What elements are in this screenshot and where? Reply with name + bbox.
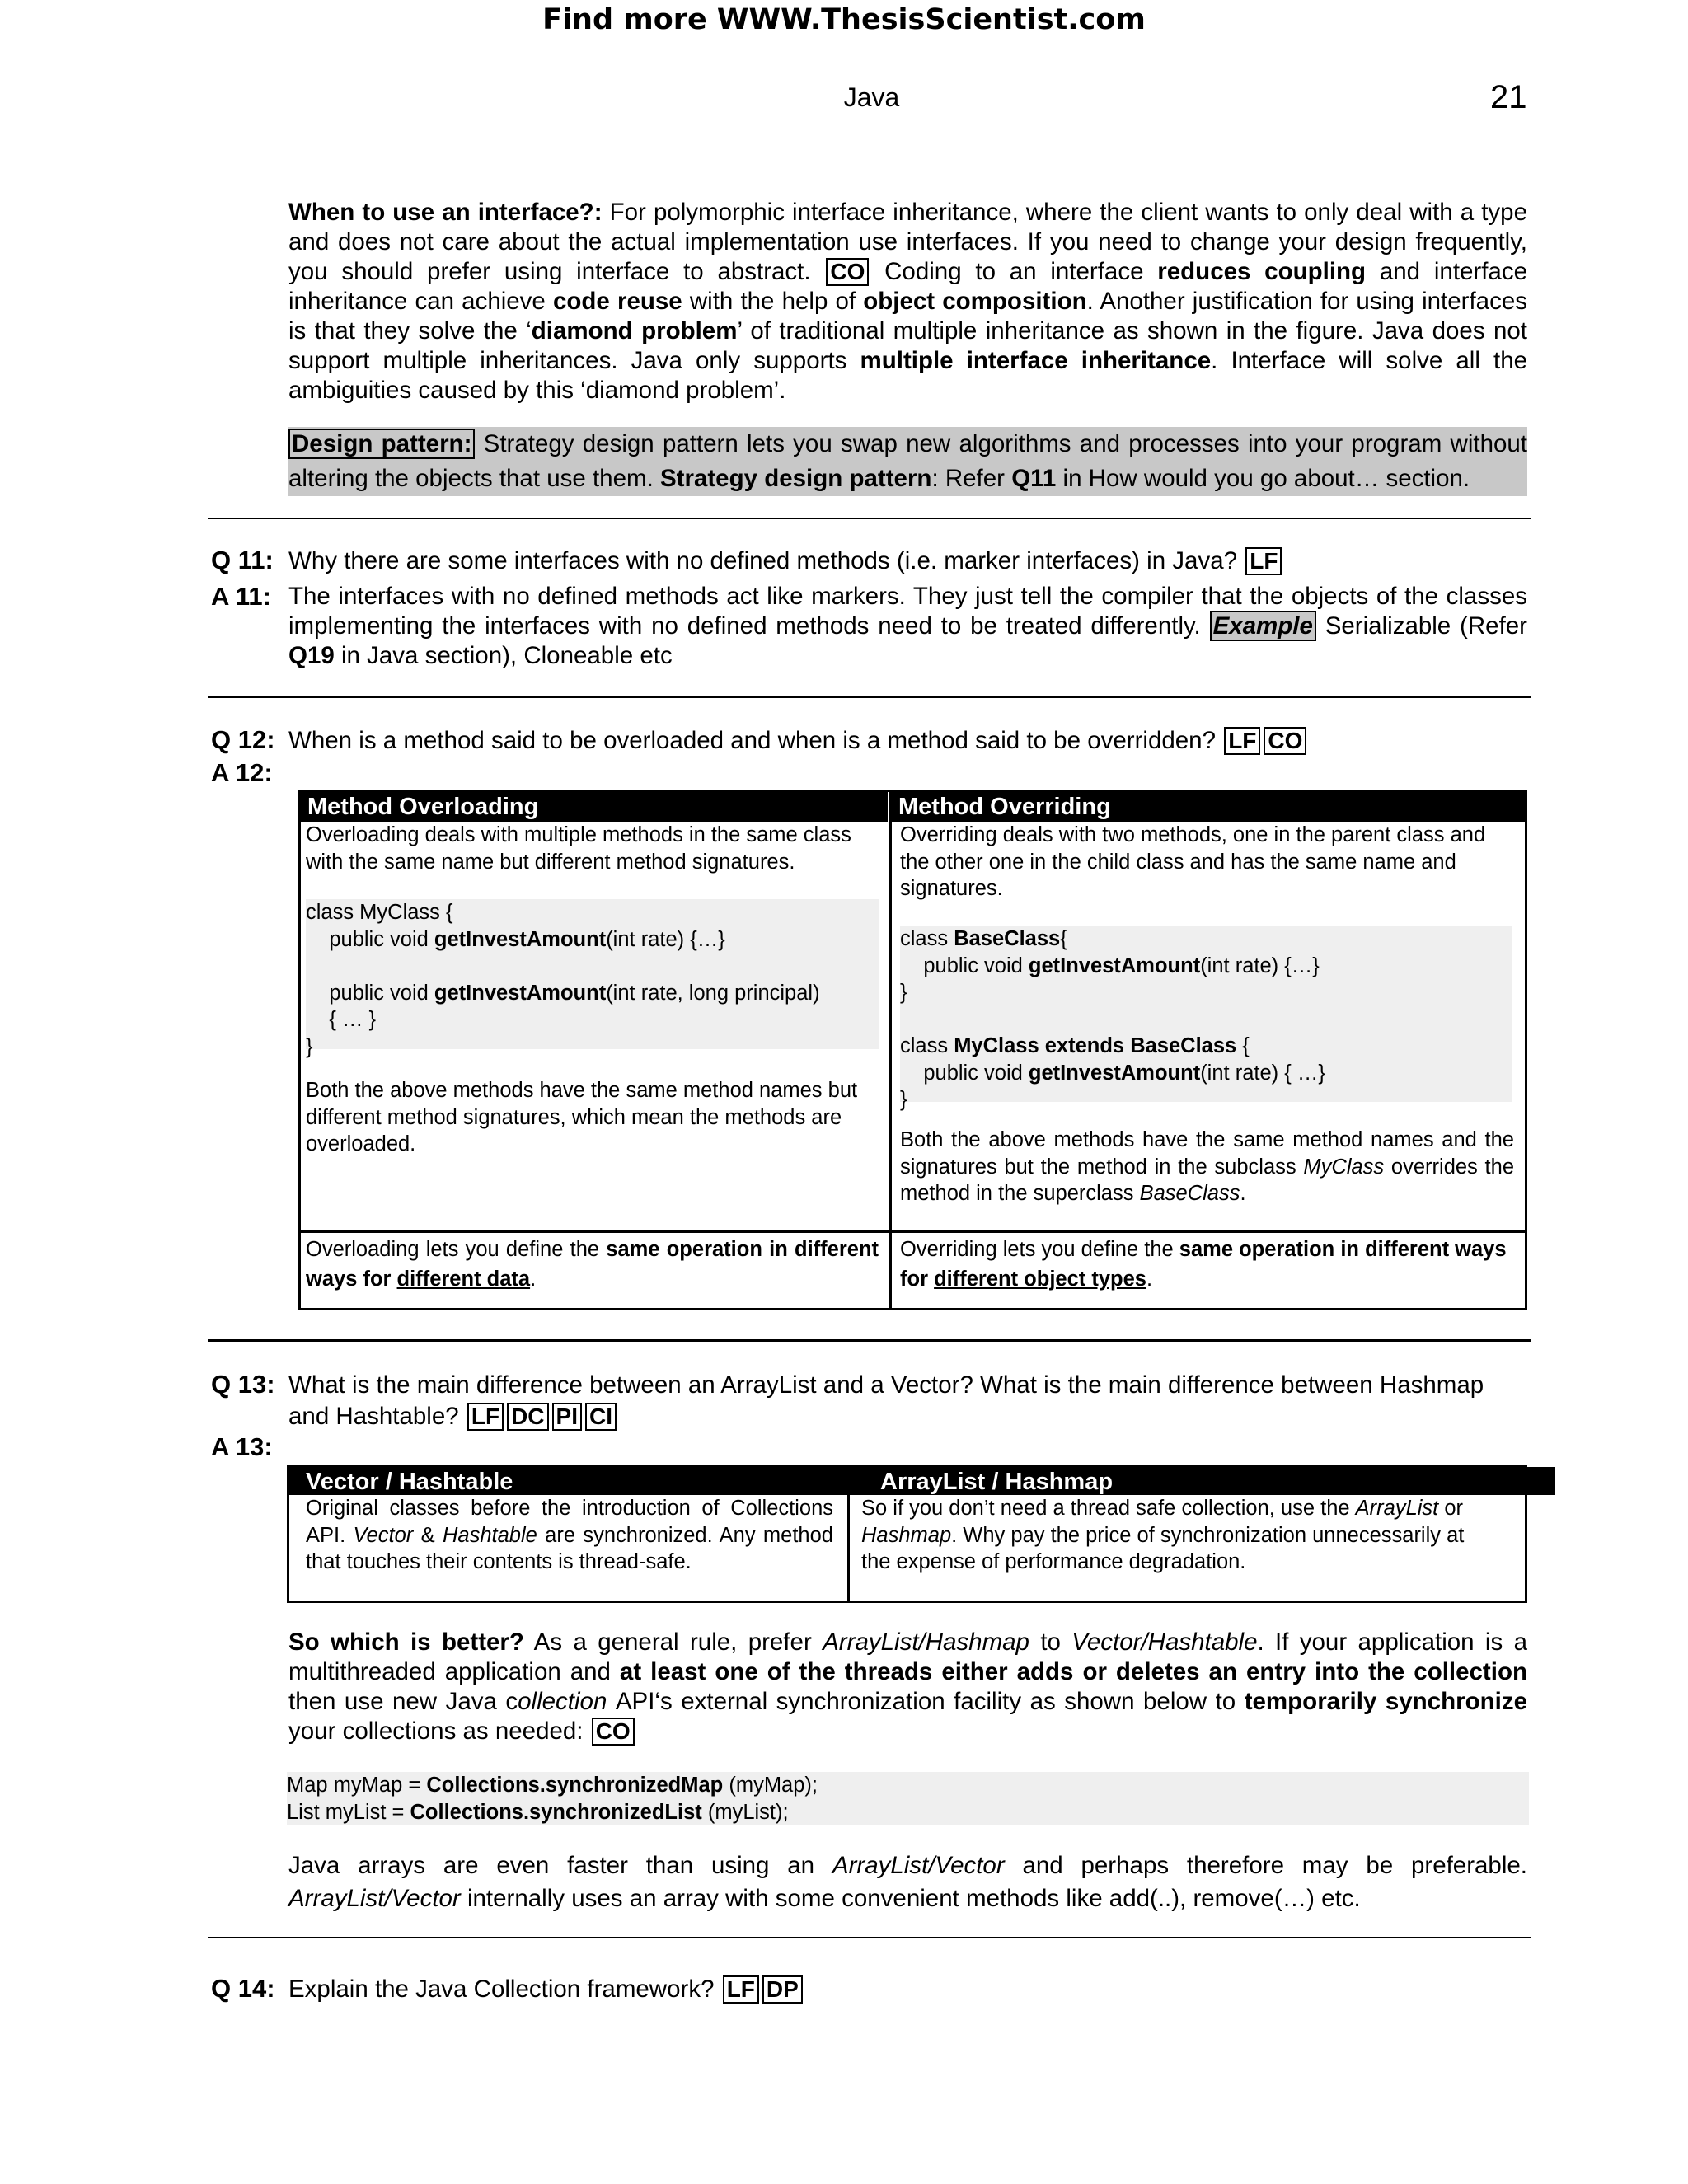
vector-hashtable-cell <box>306 1495 833 1576</box>
page-number: 21 <box>1490 79 1527 115</box>
summary-row-divider <box>301 1230 1525 1233</box>
text-run: class MyClass { <box>306 901 453 924</box>
overriding-header: Method Overriding <box>892 792 1525 822</box>
category-tag: CI <box>585 1403 617 1431</box>
text-run: } <box>900 1088 907 1111</box>
category-tag: LF <box>1245 547 1282 575</box>
vector-hashtable-header: Vector / Hashtable <box>289 1467 857 1495</box>
arraylist-hashmap-header: ArrayList / Hashmap <box>850 1467 1555 1495</box>
text-run: Vector <box>353 1523 414 1547</box>
vector-vs-arraylist-table <box>287 1465 1527 1603</box>
text-run: public void <box>306 927 434 951</box>
overloading-note: Both the above methods have the same method names but different method signatures, which mean the methods are overloaded. <box>306 1079 858 1155</box>
text-run: (int rate) { …} <box>1200 1061 1325 1085</box>
q11-question <box>288 546 1525 576</box>
text-run: at least one of the threads either adds or deletes an entry into the collection <box>619 1658 1527 1685</box>
text-run: ollection <box>518 1688 616 1715</box>
text-run: Map myMap = <box>287 1774 427 1797</box>
code-line <box>900 926 1512 953</box>
text-run: same operation in different ways for <box>900 1238 1507 1291</box>
text-run: Coding to an interface <box>870 258 1158 285</box>
overloading-vs-overriding-table <box>298 790 1527 1310</box>
code-line <box>306 899 879 926</box>
code-line <box>287 1772 1529 1799</box>
text-run: MyClass <box>1303 1155 1385 1179</box>
text-run: So which is better? <box>288 1629 524 1656</box>
text-run: getInvestAmount <box>434 981 607 1005</box>
category-tag: LF <box>1224 727 1260 755</box>
text-run: temporarily synchronize <box>1244 1688 1527 1715</box>
a11-answer <box>288 582 1527 671</box>
text-run: ’ of traditional multiple inheritance as shown in the figure. Java does not support multiple inheritances. Java only supports <box>288 317 1527 374</box>
text-run: object composition <box>863 288 1087 315</box>
text-run: BaseClass <box>1139 1182 1240 1205</box>
text-run: reduces coupling <box>1157 258 1367 285</box>
text-run: Vector/Hashtable <box>1071 1629 1258 1656</box>
text-run: same operation in different ways for <box>306 1238 879 1291</box>
category-tag: CO <box>826 258 869 286</box>
text-run: class <box>900 927 954 950</box>
text-run: Strategy design pattern lets you swap new algorithms and processes into your program without altering the objects that use them. <box>288 430 1527 492</box>
text-run: Explain the Java Collection framework? <box>288 1975 721 2003</box>
overloading-code-sample <box>306 899 879 1058</box>
category-tag: PI <box>552 1403 582 1431</box>
a12-label: A 12: <box>211 758 273 787</box>
design-pattern-note <box>288 427 1527 496</box>
overloading-header: Method Overloading <box>301 792 888 822</box>
overloading-description: Overloading deals with multiple methods in the same class with the same name but different method signatures. <box>306 823 851 874</box>
text-run: . Another justification for using interfaces is that they solve the ‘ <box>288 288 1527 344</box>
text-run: or <box>1438 1497 1464 1520</box>
text-run: getInvestAmount <box>1028 954 1201 977</box>
text-run: are synchronized. Any method that touches their contents is thread-safe. <box>306 1523 833 1573</box>
section-divider <box>208 696 1531 698</box>
text-run: What is the main difference between an ArrayList and a Vector? What is the main difference between Hashmap and Hashtable? <box>288 1371 1484 1430</box>
text-run: then use new Java c <box>288 1688 518 1715</box>
q13-label: Q 13: <box>211 1370 275 1399</box>
text-run: Why there are some interfaces with no defined methods (i.e. marker interfaces) in Java? <box>288 547 1245 574</box>
code-line <box>306 1006 879 1033</box>
q11-label: Q 11: <box>211 546 274 574</box>
boxed-label: Example <box>1210 611 1316 641</box>
text-run: List myList = <box>287 1800 410 1824</box>
text-run: Collections.synchronizedList <box>410 1800 702 1824</box>
section-divider <box>208 1937 1531 1938</box>
category-tag: LF <box>467 1403 504 1431</box>
overriding-description: Overriding deals with two methods, one in the parent class and the other one in the child class and has the same name and signatures. <box>900 823 1486 900</box>
text-run: public void <box>900 1061 1029 1085</box>
code-line <box>287 1799 1529 1826</box>
boxed-label: Design pattern: <box>288 429 475 459</box>
text-run: (int rate) {…} <box>1200 954 1320 977</box>
text-run: in Java section), Cloneable etc <box>334 642 673 669</box>
text-run: (int rate) {…} <box>606 927 725 951</box>
text-run: . Why pay the price of synchronization unnecessarily at the expense of performance degradation. <box>861 1523 1465 1573</box>
code-line <box>306 1033 879 1061</box>
text-run: } <box>306 1034 313 1058</box>
text-run <box>900 1008 906 1031</box>
text-run: : Refer <box>931 465 1012 492</box>
text-run: getInvestAmount <box>1028 1061 1201 1085</box>
text-run: internally uses an array with some convenient methods like add(..), remove(…) etc. <box>460 1885 1361 1912</box>
text-run: For polymorphic interface inheritance, where the client wants to only deal with a type and does not care about the actual implementation use interfaces. If you need to change your design frequently, you should prefer using interface to abstract. <box>288 199 1527 285</box>
code-line <box>900 1033 1512 1060</box>
text-run: in How would you go about… section. <box>1056 465 1470 492</box>
text-run: Overriding lets you define the <box>900 1238 1179 1261</box>
code-line <box>306 926 879 954</box>
text-run: As a general rule, prefer <box>523 1629 823 1656</box>
text-run: Java arrays are even faster than using an <box>288 1852 832 1879</box>
text-run: public void <box>900 954 1029 977</box>
text-run: overrides the method in the superclass <box>900 1155 1515 1205</box>
text-run: code reuse <box>552 288 682 315</box>
overriding-code-sample <box>900 926 1512 1111</box>
text-run: & <box>413 1523 443 1547</box>
text-run: When to use an interface?: <box>288 199 603 226</box>
text-run: BaseClass <box>954 927 1061 950</box>
category-tag: DC <box>507 1403 548 1431</box>
text-run: Hashtable <box>443 1523 537 1547</box>
code-line <box>900 1086 1512 1113</box>
code-line <box>900 1006 1512 1033</box>
text-run: Overloading lets you define the <box>306 1238 607 1261</box>
code-line <box>900 953 1512 980</box>
text-run: . Interface will solve all the ambiguities caused by this ‘diamond problem’. <box>288 347 1528 404</box>
text-run: } <box>900 981 907 1004</box>
text-run <box>306 954 312 977</box>
text-run: ArrayList <box>1355 1497 1439 1520</box>
q13-question <box>288 1370 1525 1432</box>
text-run: . <box>1146 1268 1153 1291</box>
text-run: class <box>900 1034 954 1057</box>
text-run: (myMap); <box>723 1774 818 1797</box>
interface-usage-paragraph <box>288 198 1527 405</box>
a13-label: A 13: <box>211 1432 273 1461</box>
text-run: (myList); <box>701 1800 789 1824</box>
text-run: { <box>1236 1034 1250 1057</box>
overriding-summary <box>900 1235 1514 1294</box>
text-run: Hashmap <box>861 1523 952 1547</box>
text-run: Q19 <box>288 642 335 669</box>
text-run: Both the above methods have the same method names and the signatures but the method in the subclass <box>900 1128 1514 1179</box>
section-divider <box>208 518 1531 519</box>
a11-label: A 11: <box>211 582 271 611</box>
code-line <box>900 979 1512 1006</box>
java-arrays-paragraph <box>288 1849 1527 1915</box>
text-run: getInvestAmount <box>434 927 607 951</box>
q14-label: Q 14: <box>211 1974 275 2003</box>
text-run: ArrayList/Hashmap <box>823 1629 1029 1656</box>
text-run: to <box>1029 1629 1072 1656</box>
text-run: and interface inheritance can achieve <box>288 258 1527 315</box>
text-run: API‘s external synchronization facility as shown below to <box>615 1688 1245 1715</box>
text-run: multiple interface inheritance <box>860 347 1212 374</box>
code-line <box>306 953 879 980</box>
q12-label: Q 12: <box>211 725 275 754</box>
text-run: Collections.synchronizedMap <box>426 1774 724 1797</box>
text-run: . <box>530 1268 537 1291</box>
running-title: Java <box>843 82 900 112</box>
synchronized-collections-code <box>287 1772 1529 1825</box>
text-run: Strategy design pattern <box>659 465 932 492</box>
category-tag: LF <box>723 1975 759 2004</box>
text-run: The interfaces with no defined methods act like markers. They just tell the compiler that the objects of the classes implementing the interfaces with no defined methods need to be treated differently. <box>288 583 1527 640</box>
text-run: MyClass extends BaseClass <box>954 1034 1237 1057</box>
category-tag: DP <box>762 1975 803 2004</box>
text-run: ArrayList/Vector <box>832 1852 1005 1879</box>
text-run: { <box>1060 927 1067 950</box>
text-run: . <box>1240 1182 1246 1205</box>
text-run: When is a method said to be overloaded and when is a method said to be overridden? <box>288 727 1223 754</box>
overloading-summary <box>306 1235 879 1294</box>
arraylist-hashmap-cell <box>861 1495 1488 1576</box>
text-run: and perhaps therefore may be preferable. <box>1004 1852 1527 1879</box>
section-divider <box>208 1339 1531 1342</box>
text-run: { … } <box>306 1008 377 1031</box>
text-run: So if you don’t need a thread safe collection, use the <box>861 1497 1356 1520</box>
q14-question <box>288 1975 1525 2004</box>
text-run: public void <box>306 981 434 1005</box>
category-tag: CO <box>1264 727 1306 755</box>
text-run: . If your application is a multithreaded application and <box>288 1629 1527 1685</box>
text-run: ArrayList/Vector <box>288 1885 461 1912</box>
text-run: different data <box>396 1268 531 1291</box>
code-line <box>900 1060 1512 1087</box>
text-run: diamond problem <box>531 317 738 344</box>
text-run: your collections as needed: <box>288 1718 590 1745</box>
overriding-note <box>900 1127 1514 1207</box>
text-run: Original classes before the introduction of Collections API. <box>306 1497 833 1547</box>
text-run: with the help of <box>682 288 864 315</box>
text-run: Serializable (Refer <box>1315 612 1527 640</box>
which-is-better-paragraph <box>288 1628 1527 1746</box>
text-run: Q11 <box>1011 465 1057 492</box>
text-run: different object types <box>934 1268 1146 1291</box>
category-tag: CO <box>592 1718 635 1746</box>
q12-question <box>288 726 1525 756</box>
source-banner: Find more WWW.ThesisScientist.com <box>542 3 1146 36</box>
code-line <box>306 980 879 1007</box>
text-run: (int rate, long principal) <box>606 981 820 1005</box>
